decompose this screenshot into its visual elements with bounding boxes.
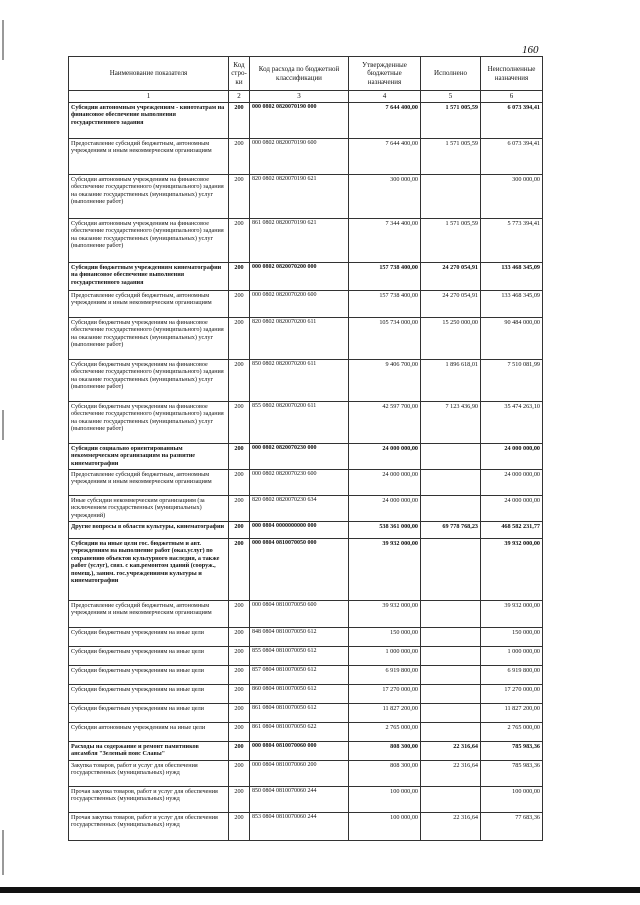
- row-line-code: 200: [229, 646, 250, 665]
- row-unexecuted: 2 765 000,00: [481, 722, 543, 741]
- budget-execution-table: [68, 56, 543, 841]
- row-approved: 9 406 700,00: [349, 359, 421, 401]
- row-line-code: 200: [229, 359, 250, 401]
- row-executed: [421, 495, 481, 521]
- row-line-code: 200: [229, 469, 250, 495]
- row-line-code: 200: [229, 703, 250, 722]
- row-executed: [421, 665, 481, 684]
- row-executed: 1 571 005,59: [421, 138, 481, 174]
- header-line-code: Код стро-ки: [229, 57, 250, 91]
- table-row: [69, 786, 543, 812]
- row-name: Субсидии на иные цели гос. бюджетным и авт. учреждениям на выполнение работ (оказ.услуг) по сохранению объектов культурного наследия, а также работ (услуг), связ. с кап.ремонтом зданий (сооруж., помещ.), заним. гос.учреждениями культуры и кинематографии: [69, 538, 229, 600]
- row-approved: 150 000,00: [349, 627, 421, 646]
- row-executed: 1 571 005,59: [421, 102, 481, 138]
- row-approved: 538 361 000,00: [349, 521, 421, 538]
- table-row: [69, 646, 543, 665]
- table-row: [69, 290, 543, 317]
- row-line-code: 200: [229, 627, 250, 646]
- table-row: [69, 317, 543, 359]
- row-unexecuted: 6 073 394,41: [481, 138, 543, 174]
- row-approved: 24 000 000,00: [349, 443, 421, 469]
- row-executed: [421, 722, 481, 741]
- table-row: [69, 538, 543, 600]
- row-unexecuted: 24 000 000,00: [481, 443, 543, 469]
- row-approved: 39 932 000,00: [349, 538, 421, 600]
- row-expense-code: 855 0804 0810070050 612: [250, 646, 349, 665]
- table-row: [69, 469, 543, 495]
- row-name: Предоставление субсидий бюджетным, автономным учреждениям и иным некоммерческим организациям: [69, 600, 229, 627]
- row-expense-code: 860 0804 0810070050 612: [250, 684, 349, 703]
- row-approved: 808 300,00: [349, 741, 421, 760]
- row-line-code: 200: [229, 538, 250, 600]
- table-row: [69, 262, 543, 290]
- row-approved: 39 932 000,00: [349, 600, 421, 627]
- row-executed: [421, 627, 481, 646]
- table-row: [69, 684, 543, 703]
- row-name: Субсидии бюджетным учреждениям на иные цели: [69, 703, 229, 722]
- row-name: Субсидии социально ориентированным некоммерческим организациям на развитие кинематографии: [69, 443, 229, 469]
- row-executed: [421, 646, 481, 665]
- row-unexecuted: 6 073 394,41: [481, 102, 543, 138]
- row-name: Субсидии бюджетным учреждениям на иные цели: [69, 665, 229, 684]
- table-row: [69, 760, 543, 786]
- table-row: [69, 627, 543, 646]
- row-line-code: 200: [229, 722, 250, 741]
- table-row: [69, 138, 543, 174]
- row-name: Субсидии бюджетным учреждениям на финансовое обеспечение государственного (муниципального) задания на оказание государственных (муниципальных) услуг (выполнение работ): [69, 401, 229, 443]
- row-executed: [421, 684, 481, 703]
- scan-edge-marks: [0, 0, 6, 905]
- row-expense-code: 000 0804 0000000000 000: [250, 521, 349, 538]
- row-unexecuted: 24 000 000,00: [481, 469, 543, 495]
- row-line-code: 200: [229, 600, 250, 627]
- row-name: Предоставление субсидий бюджетным, автономным учреждениям и иным некоммерческим организациям: [69, 138, 229, 174]
- row-line-code: 200: [229, 786, 250, 812]
- row-unexecuted: 133 468 345,09: [481, 262, 543, 290]
- table-row: [69, 359, 543, 401]
- row-unexecuted: 90 484 000,00: [481, 317, 543, 359]
- row-executed: 22 316,64: [421, 812, 481, 840]
- row-unexecuted: 300 000,00: [481, 174, 543, 218]
- row-line-code: 200: [229, 684, 250, 703]
- table-row: [69, 495, 543, 521]
- page-number: 160: [522, 44, 539, 56]
- row-expense-code: 000 0804 0810070050 600: [250, 600, 349, 627]
- row-expense-code: 853 0804 0810070060 244: [250, 812, 349, 840]
- row-line-code: 200: [229, 495, 250, 521]
- row-expense-code: 861 0802 0820070190 621: [250, 218, 349, 262]
- row-unexecuted: 11 827 200,00: [481, 703, 543, 722]
- scan-bottom-edge: [0, 887, 640, 893]
- column-number-row: [69, 91, 543, 103]
- table-row: [69, 218, 543, 262]
- row-expense-code: 000 0802 0820070230 000: [250, 443, 349, 469]
- row-name: Субсидии бюджетным учреждениям на иные цели: [69, 684, 229, 703]
- column-number: 2: [229, 91, 250, 103]
- row-approved: 7 644 400,00: [349, 138, 421, 174]
- row-line-code: 200: [229, 443, 250, 469]
- row-line-code: 200: [229, 521, 250, 538]
- table-row: [69, 174, 543, 218]
- row-expense-code: 820 0802 0820070230 634: [250, 495, 349, 521]
- row-expense-code: 820 0802 0820070190 621: [250, 174, 349, 218]
- table-row: [69, 812, 543, 840]
- row-unexecuted: 6 919 800,00: [481, 665, 543, 684]
- row-expense-code: 850 0802 0820070200 611: [250, 359, 349, 401]
- row-approved: 11 827 200,00: [349, 703, 421, 722]
- table-row: [69, 665, 543, 684]
- row-executed: 1 571 005,59: [421, 218, 481, 262]
- row-approved: 100 000,00: [349, 786, 421, 812]
- row-unexecuted: 468 582 231,77: [481, 521, 543, 538]
- row-line-code: 200: [229, 741, 250, 760]
- row-line-code: 200: [229, 138, 250, 174]
- table-row: [69, 703, 543, 722]
- row-expense-code: 000 0804 0810070060 200: [250, 760, 349, 786]
- row-approved: 24 000 000,00: [349, 469, 421, 495]
- row-approved: 7 344 400,00: [349, 218, 421, 262]
- column-number: 6: [481, 91, 543, 103]
- row-name: Расходы на содержание и ремонт памятников ансамбля "Зеленый пояс Славы": [69, 741, 229, 760]
- row-name: Иные субсидии некоммерческим организациям (за исключением государственных (муниципальных) учреждений): [69, 495, 229, 521]
- row-name: Прочая закупка товаров, работ и услуг для обеспечения государственных (муниципальных) нужд: [69, 786, 229, 812]
- row-name: Прочая закупка товаров, работ и услуг для обеспечения государственных (муниципальных) нужд: [69, 812, 229, 840]
- header-unexecuted: Неисполненные назначения: [481, 57, 543, 91]
- row-expense-code: 861 0804 0810070050 612: [250, 703, 349, 722]
- row-name: Предоставление субсидий бюджетным, автономным учреждениям и иным некоммерческим организациям: [69, 290, 229, 317]
- row-approved: 105 734 000,00: [349, 317, 421, 359]
- row-executed: 15 250 000,00: [421, 317, 481, 359]
- row-executed: [421, 443, 481, 469]
- table-row: [69, 102, 543, 138]
- row-line-code: 200: [229, 174, 250, 218]
- row-executed: [421, 469, 481, 495]
- row-executed: [421, 538, 481, 600]
- row-name: Закупка товаров, работ и услуг для обеспечения государственных (муниципальных) нужд: [69, 760, 229, 786]
- row-approved: 24 000 000,00: [349, 495, 421, 521]
- row-unexecuted: 133 468 345,09: [481, 290, 543, 317]
- row-line-code: 200: [229, 290, 250, 317]
- row-executed: 24 270 054,91: [421, 290, 481, 317]
- row-executed: 24 270 054,91: [421, 262, 481, 290]
- row-approved: 17 270 000,00: [349, 684, 421, 703]
- row-line-code: 200: [229, 262, 250, 290]
- row-approved: 2 765 000,00: [349, 722, 421, 741]
- row-unexecuted: 39 932 000,00: [481, 538, 543, 600]
- row-name: Другие вопросы в области культуры, кинематографии: [69, 521, 229, 538]
- row-expense-code: 861 0804 0810070050 622: [250, 722, 349, 741]
- row-name: Субсидии автономным учреждениям на иные цели: [69, 722, 229, 741]
- table-row: [69, 401, 543, 443]
- header-executed: Исполнено: [421, 57, 481, 91]
- row-expense-code: 000 0802 0820070200 000: [250, 262, 349, 290]
- table-row: [69, 521, 543, 538]
- row-unexecuted: 1 000 000,00: [481, 646, 543, 665]
- row-approved: 300 000,00: [349, 174, 421, 218]
- header-row: [69, 57, 543, 91]
- row-expense-code: 855 0802 0820070200 611: [250, 401, 349, 443]
- row-approved: 100 000,00: [349, 812, 421, 840]
- row-line-code: 200: [229, 218, 250, 262]
- column-number: 3: [250, 91, 349, 103]
- table-row: [69, 600, 543, 627]
- row-expense-code: 000 0804 0810070060 000: [250, 741, 349, 760]
- row-expense-code: 820 0802 0820070200 611: [250, 317, 349, 359]
- row-line-code: 200: [229, 317, 250, 359]
- row-name: Субсидии бюджетным учреждениям на иные цели: [69, 646, 229, 665]
- row-approved: 42 597 700,00: [349, 401, 421, 443]
- column-number: 5: [421, 91, 481, 103]
- row-line-code: 200: [229, 812, 250, 840]
- row-unexecuted: 35 474 263,10: [481, 401, 543, 443]
- row-executed: 69 778 768,23: [421, 521, 481, 538]
- row-executed: 22 316,64: [421, 741, 481, 760]
- row-unexecuted: 77 683,36: [481, 812, 543, 840]
- row-expense-code: 000 0802 0820070190 600: [250, 138, 349, 174]
- row-expense-code: 000 0802 0820070230 600: [250, 469, 349, 495]
- row-expense-code: 850 0804 0810070060 244: [250, 786, 349, 812]
- row-executed: [421, 786, 481, 812]
- row-name: Субсидии бюджетным учреждениям на финансовое обеспечение государственного (муниципального) задания на оказание государственных (муниципальных) услуг (выполнение работ): [69, 359, 229, 401]
- column-number: 4: [349, 91, 421, 103]
- row-expense-code: 848 0804 0810070050 612: [250, 627, 349, 646]
- row-line-code: 200: [229, 102, 250, 138]
- row-expense-code: 857 0804 0810070050 612: [250, 665, 349, 684]
- row-name: Субсидии автономным учреждениям на финансовое обеспечение государственного (муниципального) задания на оказание государственных (муниципальных) услуг (выполнение работ): [69, 174, 229, 218]
- row-unexecuted: 39 932 000,00: [481, 600, 543, 627]
- row-executed: 22 316,64: [421, 760, 481, 786]
- row-unexecuted: 785 983,36: [481, 760, 543, 786]
- row-name: Субсидии бюджетным учреждениям кинематографии на финансовое обеспечение выполнения государственного задания: [69, 262, 229, 290]
- row-approved: 808 300,00: [349, 760, 421, 786]
- row-expense-code: 000 0804 0810070050 000: [250, 538, 349, 600]
- row-expense-code: 000 0802 0820070190 000: [250, 102, 349, 138]
- row-unexecuted: 7 510 081,99: [481, 359, 543, 401]
- row-executed: [421, 600, 481, 627]
- row-unexecuted: 24 000 000,00: [481, 495, 543, 521]
- row-line-code: 200: [229, 760, 250, 786]
- row-executed: [421, 703, 481, 722]
- table-row: [69, 443, 543, 469]
- row-unexecuted: 5 773 394,41: [481, 218, 543, 262]
- row-unexecuted: 785 983,36: [481, 741, 543, 760]
- row-unexecuted: 150 000,00: [481, 627, 543, 646]
- row-executed: [421, 174, 481, 218]
- header-expense-code: Код расхода по бюджетной классификации: [250, 57, 349, 91]
- row-unexecuted: 100 000,00: [481, 786, 543, 812]
- row-name: Субсидии бюджетным учреждениям на иные цели: [69, 627, 229, 646]
- row-executed: 1 896 618,01: [421, 359, 481, 401]
- row-line-code: 200: [229, 401, 250, 443]
- row-name: Предоставление субсидий бюджетным, автономным учреждениям и иным некоммерческим организациям: [69, 469, 229, 495]
- row-name: Субсидии автономным учреждениям - кинотеатрам на финансовое обеспечение выполнения государственного задания: [69, 102, 229, 138]
- table-body: [69, 102, 543, 840]
- row-approved: 157 738 400,00: [349, 262, 421, 290]
- header-indicator-name: Наименование показателя: [69, 57, 229, 91]
- row-name: Субсидии автономным учреждениям на финансовое обеспечение государственного (муниципального) задания на оказание государственных (муниципальных) услуг (выполнение работ): [69, 218, 229, 262]
- row-unexecuted: 17 270 000,00: [481, 684, 543, 703]
- row-executed: 7 123 436,90: [421, 401, 481, 443]
- column-number: 1: [69, 91, 229, 103]
- row-approved: 157 738 400,00: [349, 290, 421, 317]
- row-approved: 6 919 800,00: [349, 665, 421, 684]
- row-expense-code: 000 0802 0820070200 600: [250, 290, 349, 317]
- table-row: [69, 722, 543, 741]
- row-name: Субсидии бюджетным учреждениям на финансовое обеспечение государственного (муниципального) задания на оказание государственных (муниципальных) услуг (выполнение работ): [69, 317, 229, 359]
- table-row: [69, 741, 543, 760]
- row-line-code: 200: [229, 665, 250, 684]
- row-approved: 1 000 000,00: [349, 646, 421, 665]
- header-approved: Утвержденные бюджетные назначения: [349, 57, 421, 91]
- row-approved: 7 644 400,00: [349, 102, 421, 138]
